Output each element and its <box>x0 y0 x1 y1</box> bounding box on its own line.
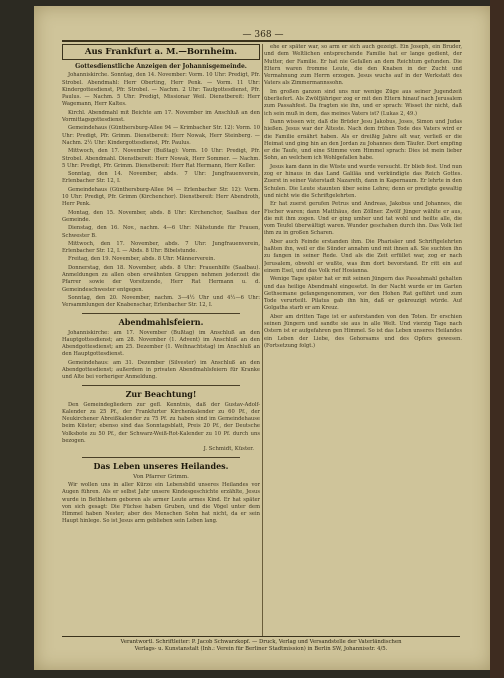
section-title-frankfurt: Aus Frankfurt a. M.—Bornheim. <box>62 44 260 60</box>
paragraph: Johanniskirche. Sonntag, den 14. November: Vorm. 10 Uhr: Predigt, Pfr. Strobel. Abendmahl: Herr Oberting, Herr Penk. — Vorm. 11 Uhr: Kindergottesdienst, Pfr. Strobel. — Nachm. 2 Uhr: Taufgottesdienst, Pfr. Paulus. — Nachm. 5 Uhr: Predigt, Missionar Weil. Dienstbereit: Herr Wagemann, Herr Kaltes. <box>62 72 260 108</box>
paragraph: Johanniskirche: am 17. November (Bußtag) im Anschluß an den Hauptgottesdienst; am 28. November (1. Advent) im Anschluß an den Abendgottesdienst; am 25. Dezember (1. Weihnachtstag) im Anschluß an den Hauptgottesdienst. <box>62 329 260 358</box>
right-column <box>264 44 462 604</box>
paragraph: Im großen ganzen sind uns nur wenige Züge aus seiner Jugendzeit überliefert. Als Zwölfjähriger zog er mit den Eltern hinauf nach Jerusalem zum Passahfest. Da fragten sie ihn, und er sprach: Wisset ihr nicht, daß ich sein muß in dem, das meines Vaters ist? (Lukas 2, 49.) <box>264 88 462 117</box>
section-subtitle: Gottesdienstliche Anzeigen der Johannisgemeinde. <box>75 63 247 70</box>
paragraph: ehe er später war, so arm er sich auch gezeigt. Ein Joseph, ein Bruder, und dem Weltlichen entsprechende Familie hat er lange gedient, der Mutter, der Familie. Er hat nie Gefallen an dem Reichtum gefunden. Die Eltern waren fromme Leute, die den Knaben in der Zucht und Vermahnung zum Herrn erzogen. Jesus wuchs auf in der Werkstatt des Vaters als Zimmermannssohn. <box>264 44 462 87</box>
page-number: — 368 — <box>242 30 284 40</box>
paragraph: Gemeindehaus (Günthersburg-Allee 94 — Krimbacher Str. 12): Vorm. 10 Uhr: Predigt, Pfr. Grimm. Dienstbereit: Herr Nowak, Herr Steinberg. — Nachm. 2½ Uhr: Kindergottesdienst, Pfr. Paulus. <box>62 125 260 146</box>
paragraph: Donnerstag, den 18. November, abds. 8 Uhr: Frauenhilfe (Saalbau). Anmeldungen zu allen oben erwähnten Gruppen nehmen jederzeit die Pfarrer sowie der Vorsitzende, Herr Rat Hermann u. d. Gemeindeschwester entgegen. <box>62 264 260 293</box>
paragraph: Sonntag, den 20. November, nachm. 3—4½ Uhr und 4½—6 Uhr: Versammlungen der Knabenschar, Erlenbacher Str. 12, I. <box>62 294 260 309</box>
paragraph: Aber am dritten Tage ist er auferstanden von den Toten. Er erschien seinen Jüngern und sandte sie aus in alle Welt. Und vierzig Tage nach Ostern ist er aufgefahren gen Himmel. So ist das Leben unseres Heilandes ein Leben der Liebe, des Gehorsams und des Opfers gewesen. (Fortsetzung folgt.) <box>264 313 462 349</box>
section-title-abendmahl: Abendmahlsfeiern. <box>118 316 204 327</box>
imprint-line: Verantwortl. Schriftleiter: P. Jacob Schwarzkopf. — Druck, Verlag und Versandstelle der Vaterländischen <box>120 639 402 645</box>
paragraph: Mittwoch, den 17. November, abds. 7 Uhr: Jungfrauenverein, Erlenbacher Str. 12, I. — Abds. 8 Uhr: Bibelstunde. <box>62 240 260 255</box>
paragraph: Mittwoch, den 17. November (Bußtag): Vorm. 10 Uhr: Predigt, Pfr. Strobel. Abendmahl. Dienstbereit: Herr Nowak, Herr Sommer. — Nachm. 5 Uhr: Predigt, Pfr. Grimm. Dienstbereit: Herr Rat Hermann, Herr Keller. <box>62 148 260 169</box>
byline: Von Pfarrer Grimm. <box>133 473 189 480</box>
section-title-leben: Das Leben unseres Heilandes. <box>93 460 229 471</box>
paragraph: Er hat zuerst gerufen Petrus und Andreas, Jakobus und Johannes, die Fischer waren; dann Matthäus, den Zöllner. Zwölf Jünger wählte er aus, die mit ihm zogen. Und er ging umher und tat wohl und heilte alle, die vom Teufel überwältigt waren. Wunder geschahen durch ihn. Das Volk lief ihm zu in großen Scharen. <box>264 201 462 237</box>
left-column <box>62 44 260 636</box>
paragraph: Wenige Tage später hat er mit seinen Jüngern das Passahmahl gehalten und das heilige Abendmahl eingesetzt. In der Nacht wurde er im Garten Gethsemane gefangengenommen, vor den Hohen Rat geführt und zum Tode verurteilt. Pilatus gab ihn hin, daß er gekreuzigt würde. Auf Golgatha starb er am Kreuz. <box>264 276 462 312</box>
paragraph: Wir wollen uns in aller Kürze ein Lebensbild unseres Heilandes vor Augen führen. Als er selbst Jahr unsere Kindesgeschichte erzählte, Jesus wurde in Bethlehem geboren als armer Leute armes Kind. Er hat später von sich gesagt: Die Füchse haben Gruben, und die Vögel unter dem Himmel haben Nester; aber des Menschen Sohn hat nicht, da er sein Haupt hinlege. So ist Jesus arm geblieben sein Leben lang. <box>62 481 260 525</box>
divider <box>82 457 240 458</box>
column-separator <box>262 44 263 636</box>
section-title-beachtung: Zur Beachtung! <box>125 388 197 399</box>
paragraph: Aber auch Feinde erstanden ihm. Die Pharisäer und Schriftgelehrten haßten ihn, weil er die Sünder annahm und mit ihnen aß. Sie suchten ihn zu fangen in seiner Rede. Und als die Zeit erfüllet war, zog er nach Jerusalem, obwohl er wußte, was ihm dort bevorstand. Er ritt ein auf einem Esel, und das Volk rief Hosianna. <box>264 238 462 274</box>
paragraph: Kirchl. Abendmahl mit Beichte am 17. November im Anschluß an den Vormittagsgottesdienst. <box>62 109 260 124</box>
imprint-footer <box>62 636 460 653</box>
divider <box>82 313 240 314</box>
header-rule <box>62 40 460 42</box>
paragraph: Gemeindehaus: am 31. Dezember (Silvester) im Anschluß an den Abendgottesdienst; außerdem in privaten Abendmahlsfeiern für Kranke und Alte bei vorheriger Anmeldung. <box>62 359 260 381</box>
imprint-line: Verlags- u. Kunstanstalt (Inh.: Verein für Berliner Stadtmission) in Berlin SW, Johannisstr. 4/5. <box>134 646 388 652</box>
paragraph: Den Gemeindegliedern zur gefl. Kenntnis, daß der Gustav-Adolf-Kalender zu 25 Pf., der Frankfurter Kirchenkalender zu 60 Pf., der Neukirchener Abreißkalender zu 75 Pf. zu haben sind im Gemeindehause beim Küster; ebenso sind das Sonntagsblatt, Preis 20 Pf., der Deutsche Volksbote zu 50 Pf., der Schwarz-Weiß-Rot-Kalender zu 10 Pf. durch uns bezogen. <box>62 401 260 445</box>
announcements <box>62 72 260 309</box>
book-spine <box>490 0 504 678</box>
signoff: J. Schmidt, Küster. <box>203 446 254 453</box>
paragraph: Sonntag, den 14. November, abds. 7 Uhr: Jungfrauenverein, Erlenbacher Str. 12, I. <box>62 171 260 185</box>
paragraph: Freitag, den 19. November, abds. 8 Uhr: Männerverein. <box>68 256 216 263</box>
paragraph: Jesus kam dann in die Wüste und wurde versucht. Er blieb fest. Und nun zog er hinaus in das Land Galiläa und verkündigte das Reich Gottes. Zuerst in seiner Vaterstadt Nazareth, dann in Kapernaum. Er lehrte in den Schulen. Die Leute staunten über seine Lehre; denn er predigte gewaltig und nicht wie die Schriftgelehrten. <box>264 163 462 199</box>
paragraph: Dienstag, den 16. Nov., nachm. 4—6 Uhr: Nähstunde für Frauen, Schwester B. <box>62 225 260 239</box>
divider <box>82 385 240 386</box>
paragraph: Gemeindehaus (Günthersburg-Allee 94 — Erlenbacher Str. 12): Vorm. 10 Uhr: Predigt, Pfr. Grimm (Kirchenchor). Dienstbereit: Herr Abendroth, Herr Penk. <box>62 186 260 208</box>
paragraph: Dann wissen wir, daß die Brüder Jesu Jakobus, Joses, Simon und Judas hießen. Jesus war der Älteste. Nach dem frühen Tode des Vaters wird er die Familie ernährt haben. Als er dreißig Jahre alt war, verließ er die Heimat und ging hin an den Jordan zu Johannes dem Täufer. Dort empfing er die Taufe, und eine Stimme vom Himmel sprach: Dies ist mein lieber Sohn, an welchem ich Wohlgefallen habe. <box>264 118 462 162</box>
paragraph: Montag, den 15. November, abds. 8 Uhr: Kirchenchor, Saalbau der Gemeinde. <box>62 209 260 223</box>
